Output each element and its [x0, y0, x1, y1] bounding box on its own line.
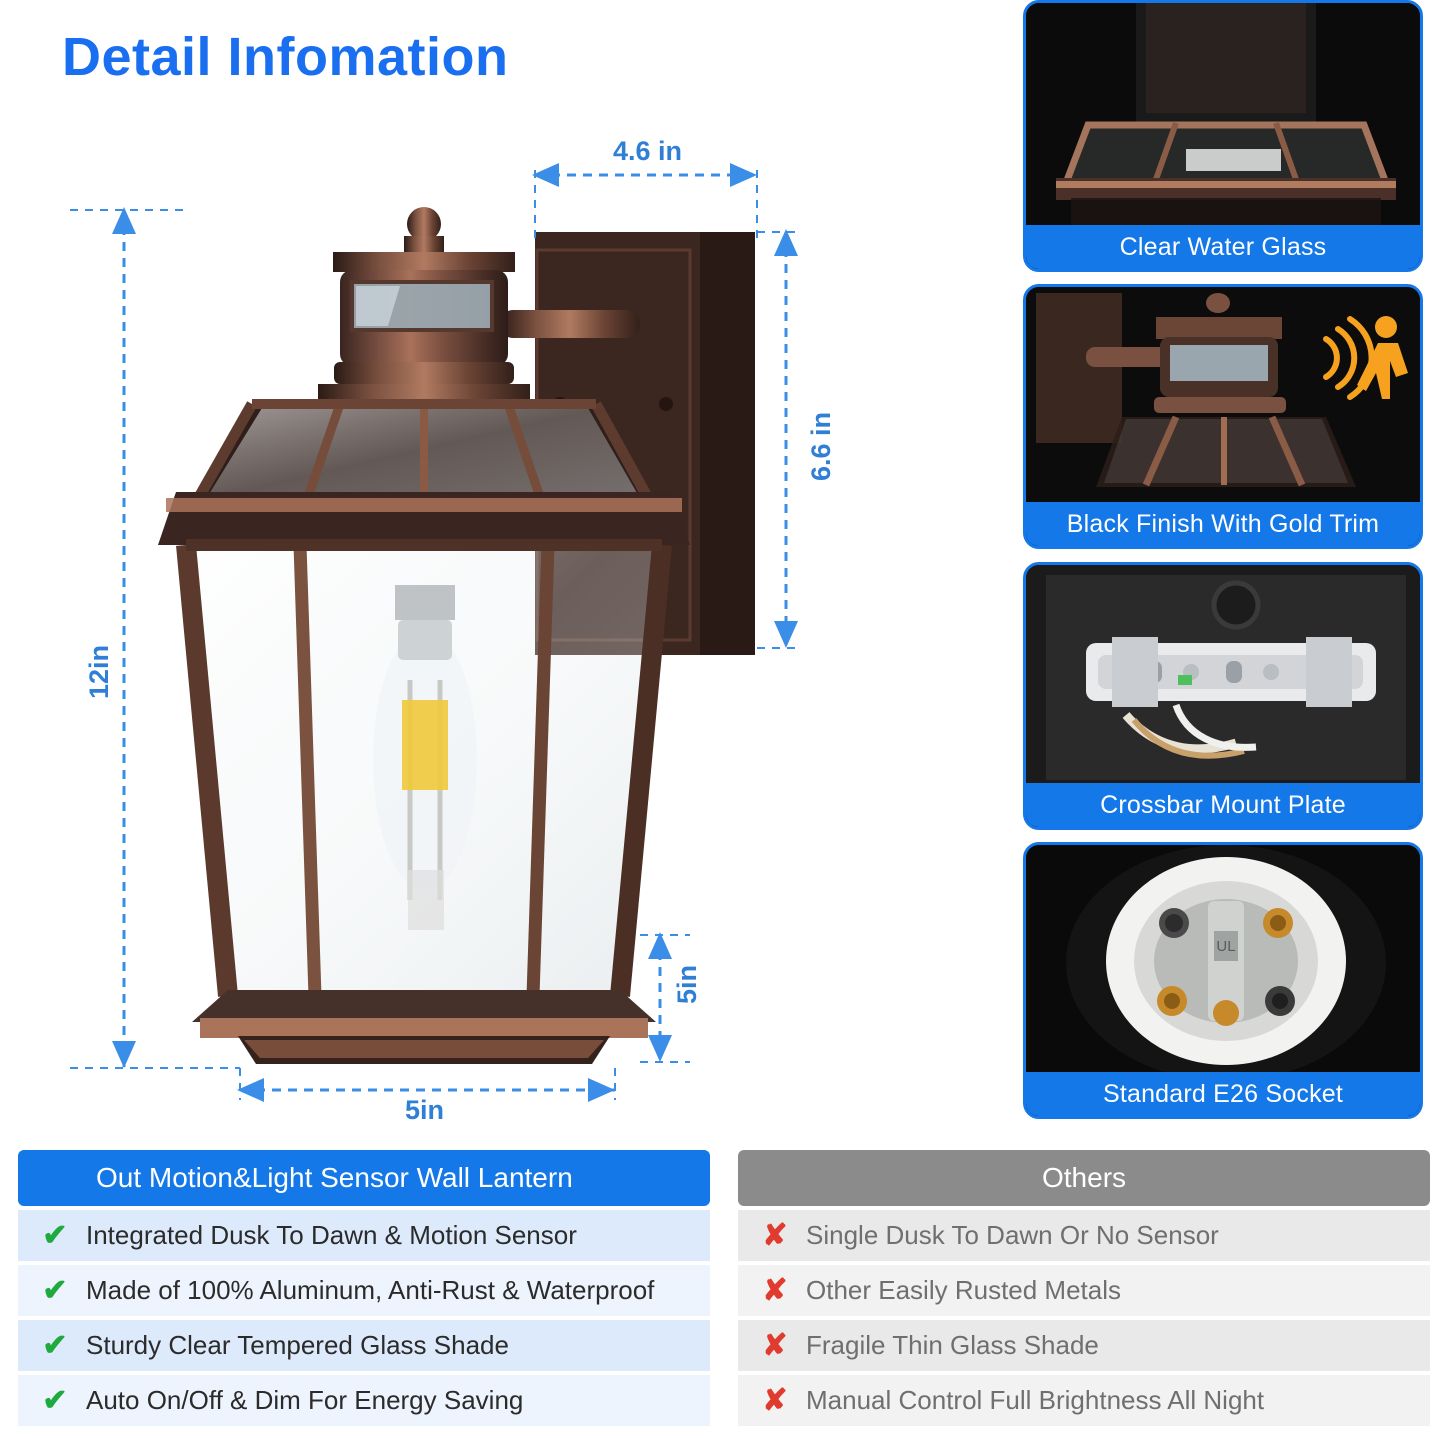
comparison-header-others: Others	[738, 1150, 1430, 1206]
feature-card-caption: Clear Water Glass	[1026, 225, 1420, 269]
feature-card-caption: Crossbar Mount Plate	[1026, 783, 1420, 827]
comparison-row-label: Auto On/Off & Dim For Energy Saving	[86, 1385, 524, 1415]
table-row	[738, 1375, 1430, 1426]
dimension-width-top: 4.6 in	[613, 136, 683, 166]
feature-card-clear-water-glass[interactable]	[1023, 0, 1423, 272]
clear-water-glass-photo	[1026, 3, 1420, 225]
comparison-row-label: Integrated Dusk To Dawn & Motion Sensor	[86, 1220, 577, 1250]
feature-card-caption: Standard E26 Socket	[1026, 1072, 1420, 1116]
check-icon: ✔	[42, 1274, 68, 1307]
cross-icon: ✘	[762, 1329, 788, 1362]
comparison-row-label: Fragile Thin Glass Shade	[806, 1330, 1099, 1360]
dimension-width-bottom: 5in	[405, 1095, 445, 1125]
cross-icon: ✘	[762, 1274, 788, 1307]
dimension-depth-right: 5in	[672, 965, 702, 1005]
comparison-column-ours	[18, 1150, 710, 1426]
socket-photo	[1026, 845, 1420, 1072]
table-row	[18, 1265, 710, 1316]
cross-icon: ✘	[762, 1384, 788, 1417]
svg-text:UL: UL	[1216, 938, 1236, 955]
comparison-row-label: Other Easily Rusted Metals	[806, 1275, 1122, 1305]
table-row	[18, 1210, 710, 1261]
check-icon: ✔	[42, 1329, 68, 1362]
cross-icon: ✘	[762, 1219, 788, 1252]
table-row	[738, 1320, 1430, 1371]
comparison-row-label: Single Dusk To Dawn Or No Sensor	[806, 1220, 1219, 1250]
feature-card-crossbar-mount-plate[interactable]	[1023, 562, 1423, 830]
page-title: Detail Infomation	[62, 27, 509, 87]
feature-card-list	[1023, 0, 1431, 1130]
check-icon: ✔	[42, 1384, 68, 1417]
table-row	[18, 1375, 710, 1426]
comparison-row-label: Sturdy Clear Tempered Glass Shade	[86, 1330, 509, 1360]
sensor-head-photo	[1026, 287, 1420, 502]
table-row	[738, 1210, 1430, 1261]
comparison-table	[18, 1150, 1430, 1430]
feature-card-black-finish-gold-trim[interactable]	[1023, 284, 1423, 549]
feature-card-caption: Black Finish With Gold Trim	[1026, 502, 1420, 546]
dimension-height-right: 6.6 in	[806, 412, 836, 482]
feature-card-standard-e26-socket[interactable]	[1023, 842, 1423, 1119]
comparison-column-others	[738, 1150, 1430, 1426]
comparison-row-label: Made of 100% Aluminum, Anti-Rust & Waterproof	[86, 1275, 655, 1305]
comparison-row-label: Manual Control Full Brightness All Night	[806, 1385, 1265, 1415]
comparison-header-ours: Out Motion&Light Sensor Wall Lantern	[18, 1150, 710, 1206]
dimension-height-left: 12in	[84, 645, 114, 700]
table-row	[18, 1320, 710, 1371]
mount-plate-photo	[1026, 565, 1420, 783]
check-icon: ✔	[42, 1219, 68, 1252]
table-row	[738, 1265, 1430, 1316]
